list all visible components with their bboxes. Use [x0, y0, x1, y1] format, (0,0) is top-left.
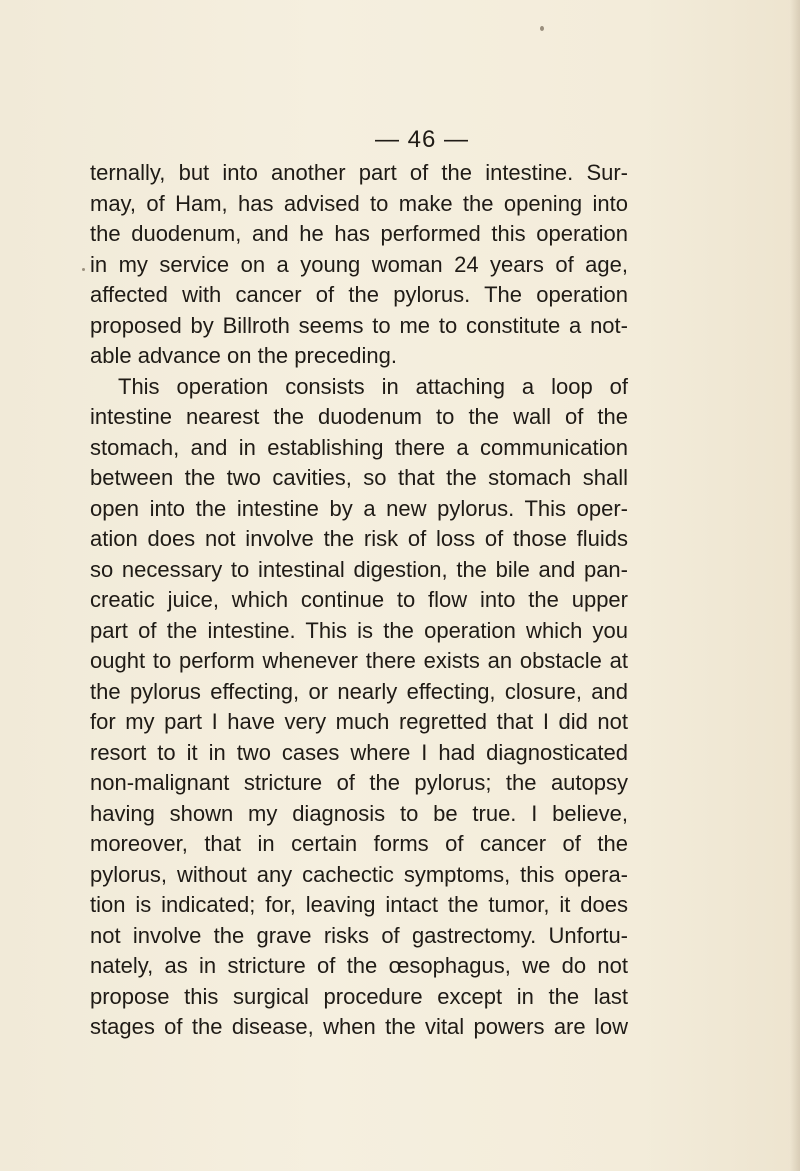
text-line: nately, as in stricture of the œsophagus, we do not	[90, 953, 628, 978]
text-line: intestine nearest the duodenum to the wall of the	[90, 404, 628, 429]
text-line: ation does not involve the risk of loss of those fluids	[90, 526, 628, 551]
text-line: open into the intestine by a new pylorus. This oper-	[90, 495, 628, 521]
text-line: moreover, that in certain forms of cancer of the	[90, 831, 628, 856]
ink-speck	[540, 26, 544, 31]
text-line: proposed by Billroth seems to me to constitute a not-	[90, 312, 628, 338]
text-line: ternally, but into another part of the intestine. Sur-	[90, 160, 628, 185]
text-line: propose this surgical procedure except in the last	[90, 983, 628, 1009]
text-line: the duodenum, and he has performed this operation	[90, 221, 628, 246]
text-line: ought to perform whenever there exists an obstacle at	[90, 648, 628, 673]
text-line: This operation consists in attaching a loop of	[118, 373, 628, 399]
text-line: non-malignant stricture of the pylorus; the autopsy	[90, 770, 628, 795]
text-line: for my part I have very much regretted that I did not	[90, 709, 628, 734]
page-edge-shadow	[790, 0, 800, 1171]
ink-speck	[82, 268, 85, 271]
text-line: not involve the grave risks of gastrectomy. Unfortu-	[90, 922, 628, 948]
text-line: creatic juice, which continue to flow into the upper	[90, 587, 628, 612]
text-line: between the two cavities, so that the stomach shall	[90, 465, 628, 490]
text-line: stomach, and in establishing there a communication	[90, 434, 628, 460]
text-line: part of the intestine. This is the operation which you	[90, 617, 628, 643]
text-line: able advance on the preceding.	[90, 343, 398, 368]
body-text	[90, 158, 628, 1043]
text-line: having shown my diagnosis to be true. I believe,	[90, 800, 628, 826]
text-line: may, of Ham, has advised to make the opening into	[90, 190, 628, 216]
text-line: so necessary to intestinal digestion, the bile and pan-	[90, 556, 628, 582]
text-line: resort to it in two cases where I had diagnosticated	[90, 739, 628, 765]
text-line: the pylorus effecting, or nearly effecting, closure, and	[90, 678, 628, 704]
page-number: — 46 —	[374, 126, 470, 153]
text-line: in my service on a young woman 24 years of age,	[90, 251, 628, 277]
text-line: stages of the disease, when the vital powers are low	[90, 1014, 628, 1039]
text-line: affected with cancer of the pylorus. The operation	[90, 282, 628, 307]
text-line: pylorus, without any cachectic symptoms, this opera-	[90, 861, 628, 887]
text-line: tion is indicated; for, leaving intact the tumor, it does	[90, 892, 628, 917]
